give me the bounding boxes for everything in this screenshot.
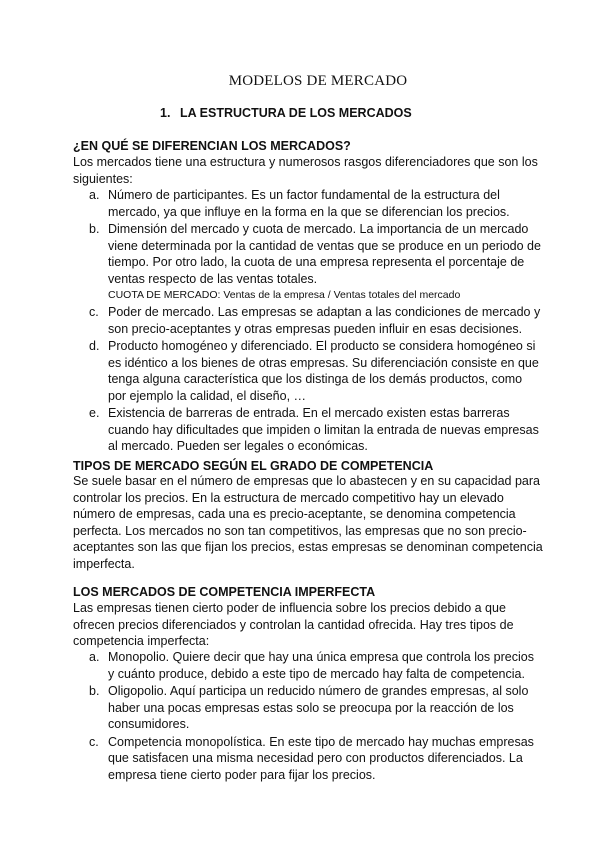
- list-item-text: Poder de mercado. Las empresas se adaptan a las condiciones de mercado y son precio-aceptantes y otras empresas pueden influir en esas decisiones.: [108, 305, 541, 336]
- list-item-text: Competencia monopolística. En este tipo de mercado hay muchas empresas que satisfacen una misma necesidad pero con productos diferenciados. La empresa tiene cierto poder para fijar los precios.: [108, 734, 534, 782]
- heading-differences: ¿EN QUÉ SE DIFERENCIAN LOS MERCADOS?: [73, 139, 351, 153]
- list-item: [73, 734, 543, 784]
- market-share-note: CUOTA DE MERCADO: Ventas de la empresa / Ventas totales del mercado: [108, 289, 461, 301]
- paragraph-differences-intro: Los mercados tiene una estructura y numerosos rasgos diferenciadores que son los siguientes:: [73, 155, 538, 186]
- list-item-text: Dimensión del mercado y cuota de mercado. La importancia de un mercado viene determinada por la cantidad de ventas que se produce en un periodo de tiempo. Por otro lado, la cuota de una empresa representa el porcentaje de ventas respecto de las ventas totales.: [108, 222, 541, 286]
- list-marker: e.: [89, 406, 100, 420]
- heading-market-types: TIPOS DE MERCADO SEGÚN EL GRADO DE COMPETENCIA: [73, 459, 434, 473]
- list-marker: c.: [89, 305, 99, 319]
- list-item: [73, 405, 543, 455]
- paragraph-imperfect-intro: Las empresas tienen cierto poder de influencia sobre los precios debido a que ofrecen precios diferenciados y controlan la cantidad ofrecida. Hay tres tipos de competencia imperfecta:: [73, 601, 514, 648]
- list-marker: b.: [89, 684, 100, 698]
- list-item-text: Oligopolio. Aquí participa un reducido número de grandes empresas, al solo haber una pocas empresas estas solo se preocupa por la reacción de los consumidores.: [108, 684, 529, 731]
- list-imperfect-types: [73, 649, 543, 784]
- list-item-text: Número de participantes. Es un factor fundamental de la estructura del mercado, ya que influye en la forma en la que se diferencian los precios.: [108, 188, 510, 219]
- list-item: [73, 221, 543, 287]
- list-marker: a.: [89, 650, 100, 664]
- list-item-text: Existencia de barreras de entrada. En el mercado existen estas barreras cuando hay dificultades que impiden o limitan la entrada de nuevas empresas al mercado. Pueden ser legales o económicas.: [108, 406, 539, 453]
- list-item-text: Producto homogéneo y diferenciado. El producto se considera homogéneo si es idéntico a los bienes de otras empresas. Su diferenciación consiste en que tenga alguna característica que los distinga de los demás productos, como por ejemplo la calidad, el diseño, …: [108, 339, 539, 403]
- section-number: 1.: [160, 106, 171, 120]
- list-item: [73, 187, 543, 220]
- heading-imperfect-competition: LOS MERCADOS DE COMPETENCIA IMPERFECTA: [73, 585, 376, 599]
- list-differences: [73, 187, 543, 456]
- list-item-text: Monopolio. Quiere decir que hay una única empresa que controla los precios y cuánto produce, debido a este tipo de mercado hay falta de competencia.: [108, 650, 534, 681]
- section-title: [160, 106, 412, 120]
- list-marker: c.: [89, 734, 99, 749]
- list-item: [73, 338, 543, 404]
- list-marker: a.: [89, 188, 100, 202]
- section-title-text: LA ESTRUCTURA DE LOS MERCADOS: [180, 106, 412, 120]
- list-marker: b.: [89, 222, 100, 236]
- list-item: [73, 683, 543, 733]
- document-title: MODELOS DE MERCADO: [228, 73, 408, 89]
- list-item: [73, 304, 543, 337]
- list-marker: d.: [89, 339, 100, 353]
- list-item: [73, 649, 543, 682]
- paragraph-market-types: Se suele basar en el número de empresas que lo abastecen y en su capacidad para controlar los precios. En la estructura de mercado competitivo hay un elevado número de empresas, cada una es precio-aceptante, se denomina competencia perfecta. Los mercados no son tan competitivos, las empresas que no son precio-aceptantes son las que fijan los precios, estas empresas se denominan competencia imperfecta.: [73, 474, 543, 571]
